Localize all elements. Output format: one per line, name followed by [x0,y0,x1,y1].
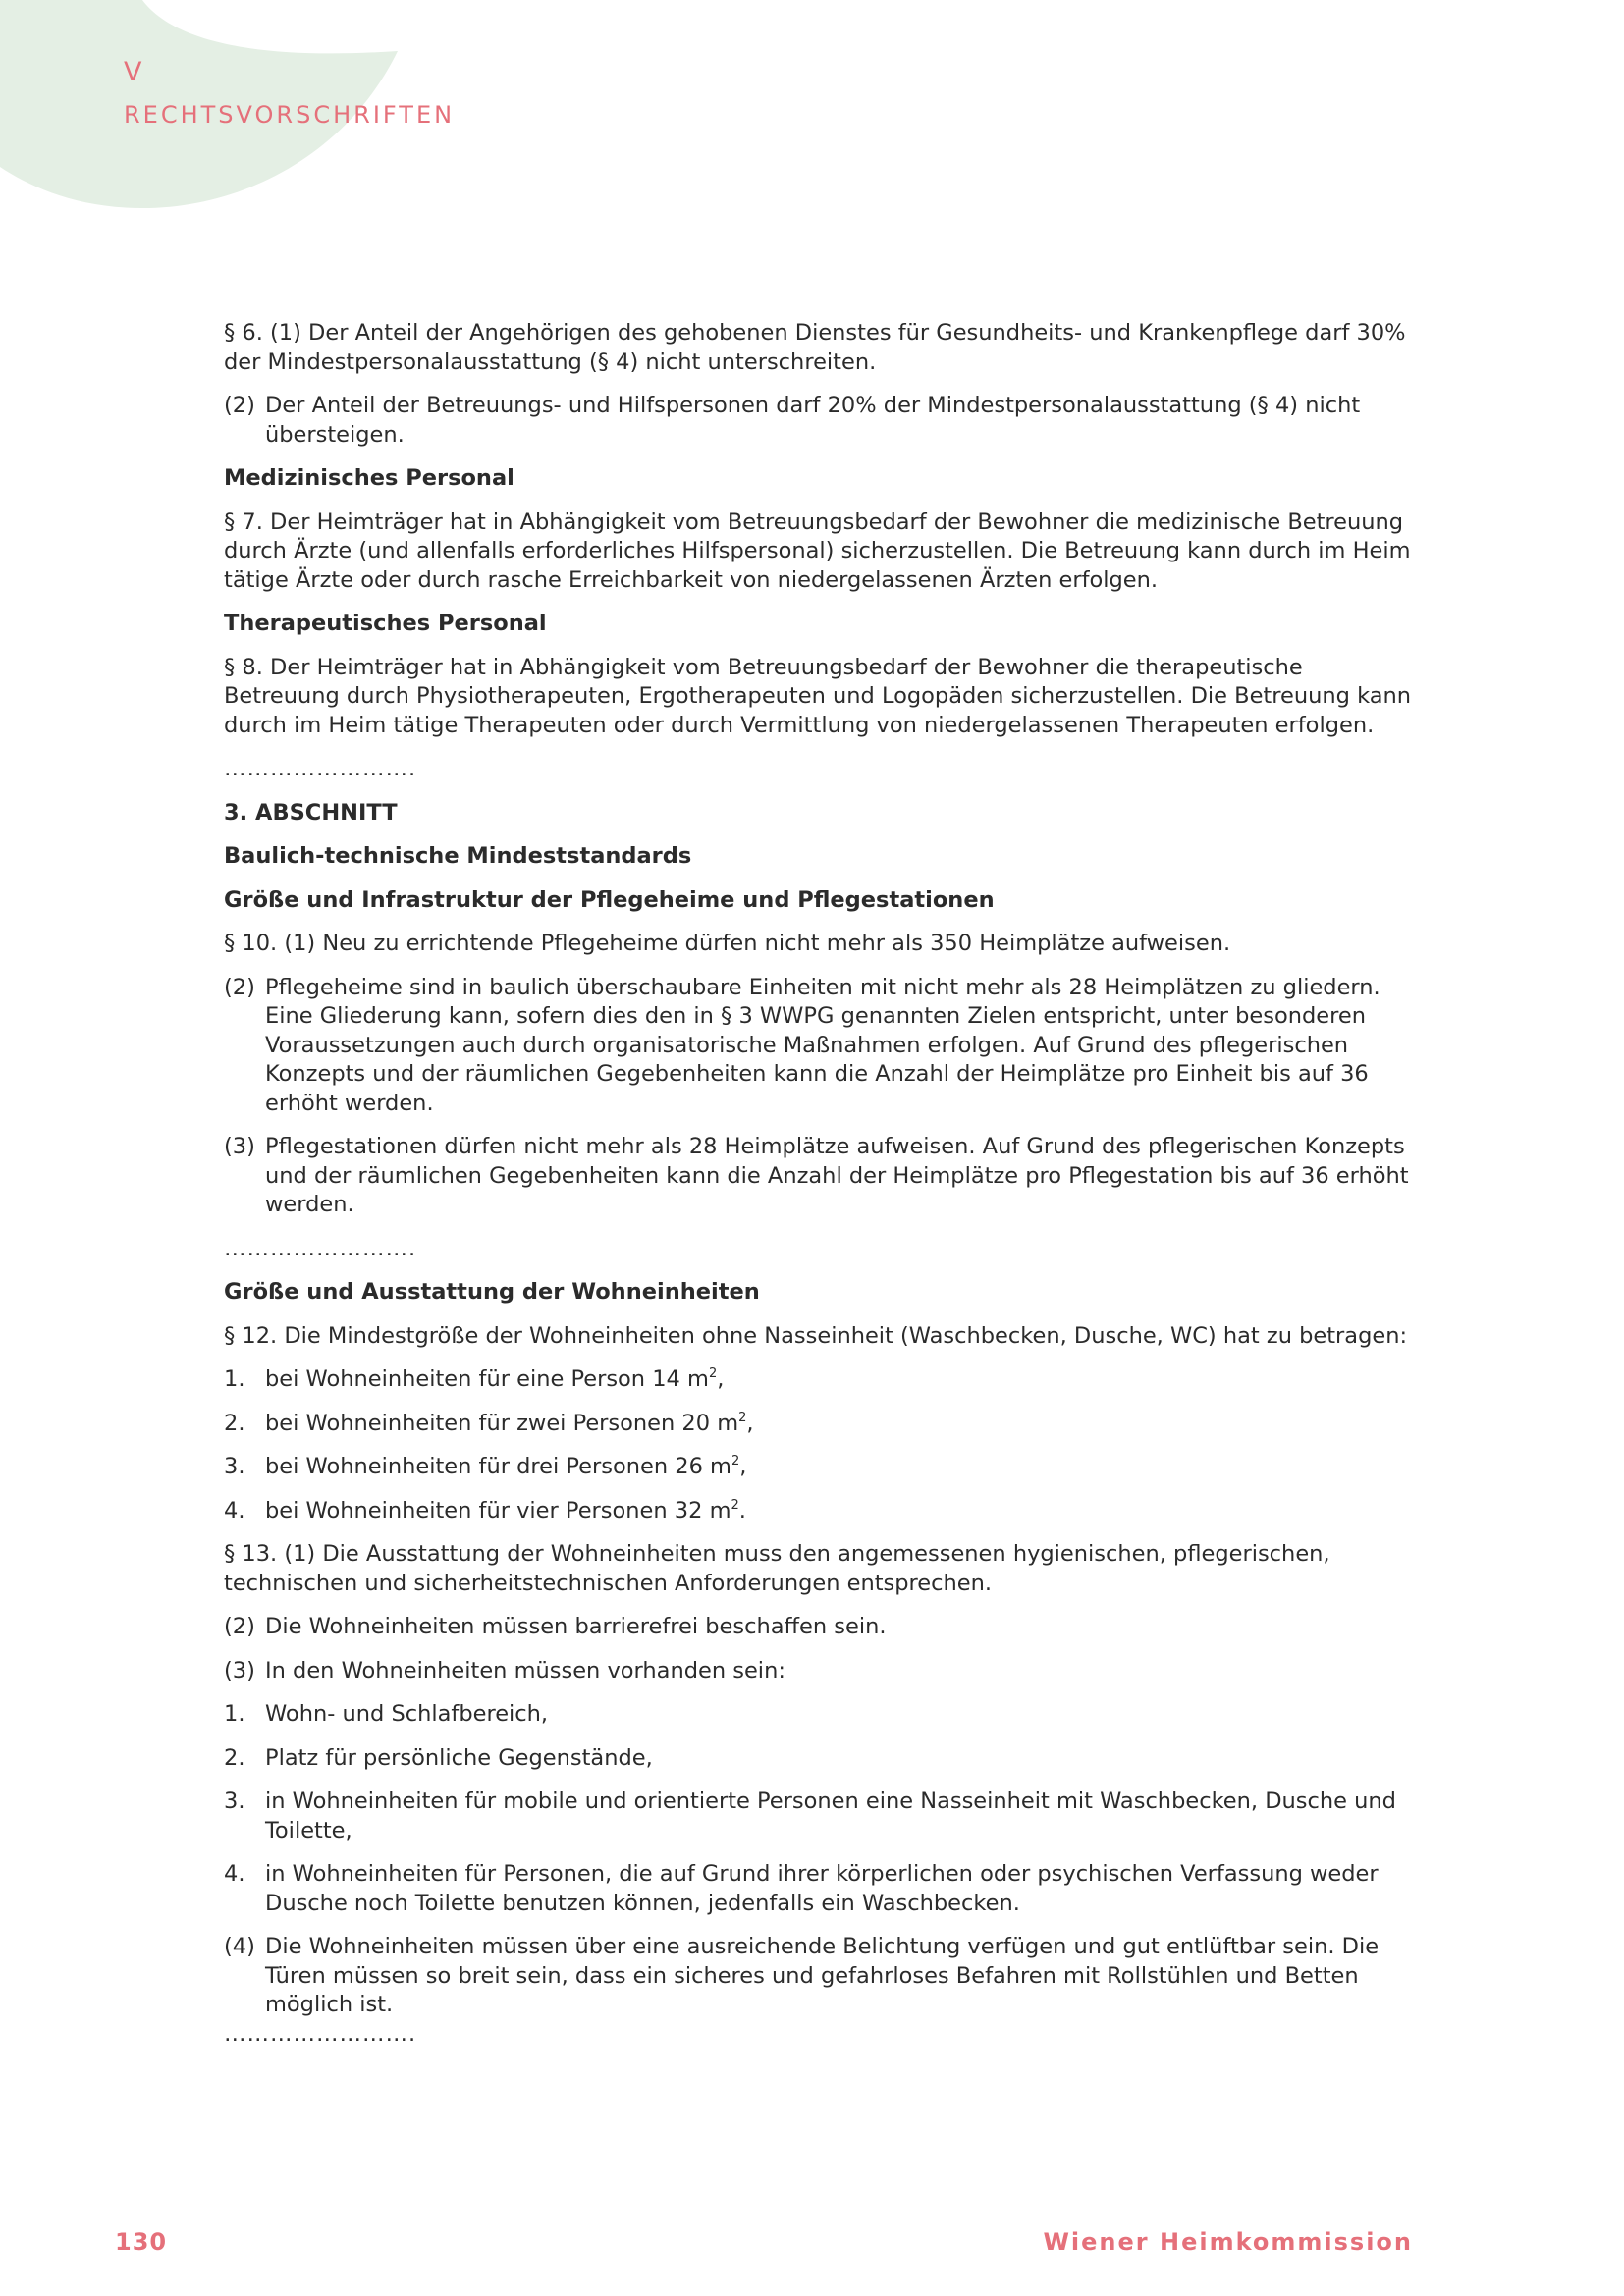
ellipsis-separator: ……………………. [224,756,417,781]
item-text: In den Wohneinheiten müssen vorhanden sein: [265,1657,785,1683]
item-text: Der Anteil der Betreuungs- und Hilfspersonen darf 20% der Mindestpersonalausstattung (§ 4) nicht übersteigen. [265,393,1361,448]
item-text: bei Wohneinheiten für eine Person 14 $m^2$, [265,1366,725,1392]
paragraph-s7: § 7. Der Heimträger hat in Abhängigkeit vom Betreuungsbedarf der Bewohner die medizinische Betreuung durch Ärzte (und allenfalls erforderliches Hilfspersonal) sicherzustellen. Die Betreuung kann durch im Heim tätige Ärzte oder durch rasche Erreichbarkeit von niedergelassenen Ärzten erfolgen. [224,508,1411,593]
chapter-title: RECHTSVORSCHRIFTEN [124,101,456,129]
paragraph-s13-2 [224,1613,1412,1642]
item-label: (2) [224,393,255,418]
item-label: 3. [224,1454,245,1479]
page-number: 130 [115,2228,168,2256]
chapter-number: V [124,57,143,87]
item-label: 4. [224,1497,245,1523]
item-text: bei Wohneinheiten für zwei Personen 20 $m^2$, [265,1410,754,1436]
item-text: in Wohneinheiten für Personen, die auf Grund ihrer körperlichen oder psychischen Verfassung weder Dusche noch Toilette benutzen können, jedenfalls ein Waschbecken. [265,1861,1379,1916]
list-item [224,1700,1412,1730]
item-label: (3) [224,1134,255,1159]
paragraph-s6-1: § 6. (1) Der Anteil der Angehörigen des gehobenen Dienstes für Gesundheits- und Krankenpflege darf 30% der Mindestpersonalausstattung (§ 4) nicht unterschreiten. [224,320,1406,375]
paragraph-s10-3 [224,1133,1412,1220]
item-text: Pflegestationen dürfen nicht mehr als 28 Heimplätze aufweisen. Auf Grund des pflegerischen Konzepts und der räumlichen Gegebenheiten kann die Anzahl der Heimplätze pro Pflegestation bis auf 36 erhöht werden. [265,1134,1409,1217]
heading-wohneinheiten: Größe und Ausstattung der Wohneinheiten [224,1279,760,1305]
item-text: in Wohneinheiten für mobile und orientierte Personen eine Nasseinheit mit Waschbecken, Dusche und Toilette, [265,1789,1396,1843]
item-label: (3) [224,1657,255,1683]
item-text: Die Wohneinheiten müssen über eine ausreichende Belichtung verfügen und gut entlüftbar sein. Die Türen müssen so breit sein, dass ein sicheres und gefahrloses Befahren mit Rollstühlen und Betten möglich ist. [265,1934,1380,2017]
heading-groesse-infrastruktur: Größe und Infrastruktur der Pflegeheime und Pflegestationen [224,886,995,913]
item-label: 2. [224,1744,245,1771]
paragraph-s13-3 [224,1657,1412,1686]
heading-therapeutisches-personal: Therapeutisches Personal [224,611,547,636]
item-text: bei Wohneinheiten für drei Personen 26 $m^2$, [265,1454,747,1479]
list-item [224,1860,1412,1918]
item-label: 4. [224,1861,245,1887]
item-label: 1. [224,1366,245,1392]
item-text: bei Wohneinheiten für vier Personen 32 $m^2$. [265,1497,746,1523]
item-text: Platz für persönliche Gegenstände, [265,1744,653,1771]
heading-medizinisches-personal: Medizinisches Personal [224,465,514,491]
paragraph-s12: § 12. Die Mindestgröße der Wohneinheiten ohne Nasseinheit (Waschbecken, Dusche, WC) hat zu betragen: [224,1322,1408,1349]
list-item [224,1497,1412,1526]
list-item [224,1365,1412,1395]
item-text: Pflegeheime sind in baulich überschaubare Einheiten mit nicht mehr als 28 Heimplätzen zu gliedern. Eine Gliederung kann, sofern dies den in § 3 WWPG genannten Zielen entspricht, unter besonderen Voraussetzungen auch durch organisatorische Maßnahmen erfolgen. Auf Grund des pflegerischen Konzepts und der räumlichen Gegebenheiten kann die Anzahl der Heimplätze pro Einheit bis auf 36 erhöht werden. [265,974,1380,1116]
item-label: 3. [224,1789,245,1814]
ellipsis-separator: ……………………. [224,1235,417,1261]
paragraph-s13-1: § 13. (1) Die Ausstattung der Wohneinheiten muss den angemessenen hygienischen, pflegerischen, technischen und sicherheitstechnischen Anforderungen entsprechen. [224,1541,1330,1596]
item-label: (2) [224,974,255,1000]
document-body [224,319,1412,2063]
ellipsis-separator: ……………………. [224,2020,417,2047]
list-item [224,1744,1412,1774]
item-text: Die Wohneinheiten müssen barrierefrei beschaffen sein. [265,1614,887,1639]
list-item [224,1453,1412,1482]
heading-baulich-technisch: Baulich-technische Mindeststandards [224,843,692,869]
paragraph-s10-1: § 10. (1) Neu zu errichtende Pflegeheime dürfen nicht mehr als 350 Heimplätze aufweisen. [224,931,1231,956]
item-label: 2. [224,1410,245,1436]
publication-title: Wiener Heimkommission [1043,2228,1413,2256]
paragraph-s8: § 8. Der Heimträger hat in Abhängigkeit vom Betreuungsbedarf der Bewohner die therapeutische Betreuung durch Physiotherapeuten, Ergotherapeuten und Logopäden sicherzustellen. Die Betreuung kann durch im Heim tätige Therapeuten oder durch Vermittlung von niedergelassenen Therapeuten erfolgen. [224,654,1412,738]
heading-abschnitt: 3. ABSCHNITT [224,799,398,826]
paragraph-s13-4 [224,1933,1412,2020]
paragraph-s6-2 [224,392,1412,450]
item-label: (4) [224,1934,255,1959]
item-label: 1. [224,1701,245,1727]
item-text: Wohn- und Schlafbereich, [265,1701,549,1727]
paragraph-s10-2 [224,974,1412,1119]
list-item [224,1410,1412,1439]
list-item [224,1788,1412,1845]
item-label: (2) [224,1614,255,1639]
